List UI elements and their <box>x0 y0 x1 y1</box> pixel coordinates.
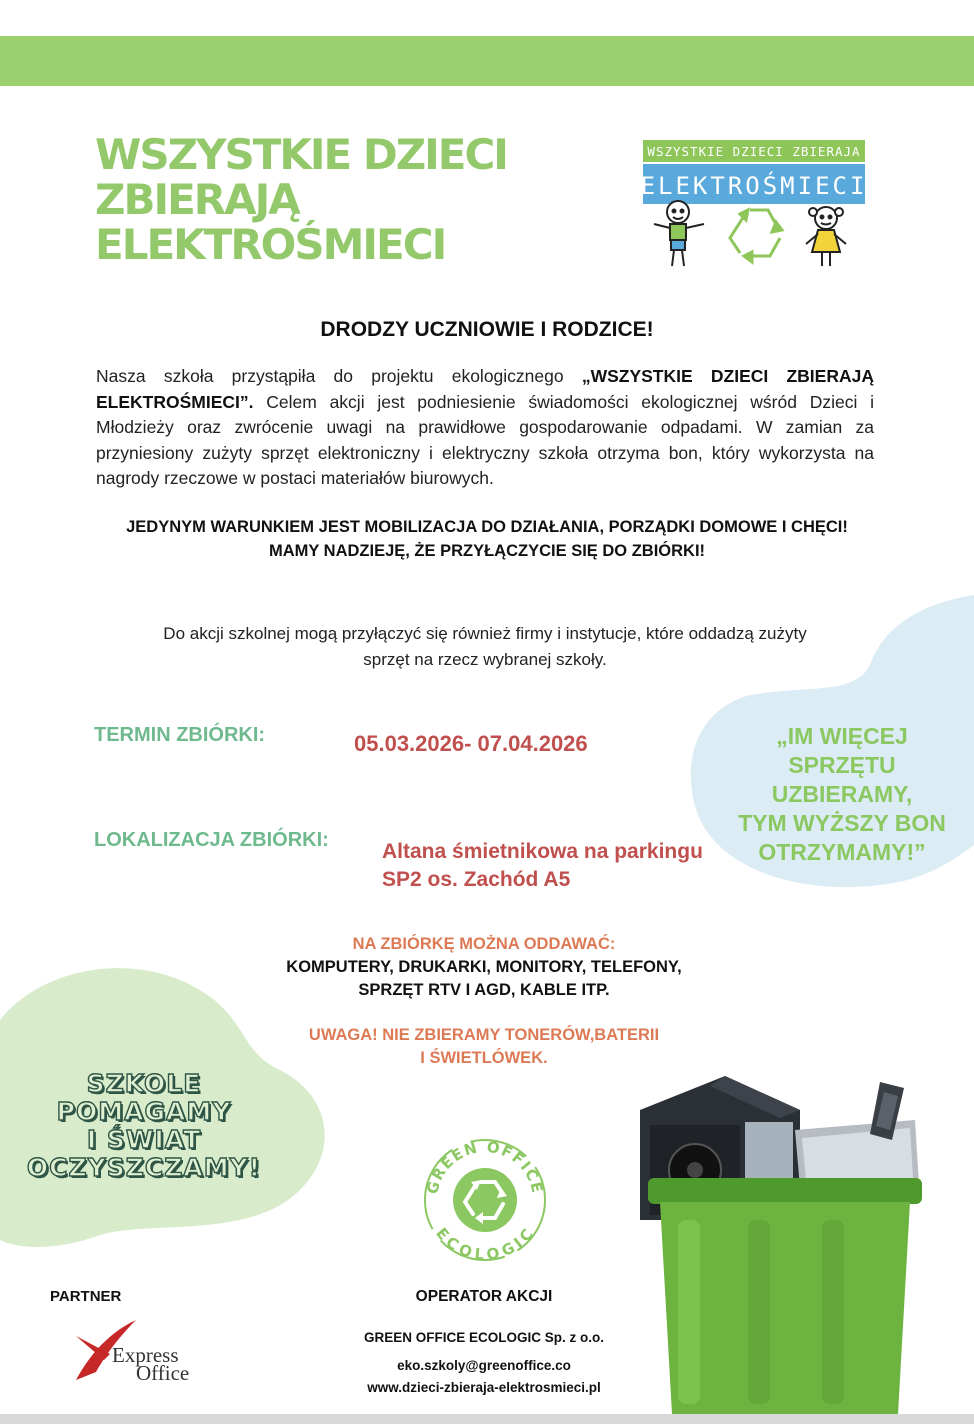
header-green-bar <box>0 36 974 86</box>
logo-main-text: ELEKTROŚMIECI <box>640 172 868 200</box>
partner-label: PARTNER <box>50 1288 122 1305</box>
slogan-line-2: POMAGAMY <box>56 1097 232 1126</box>
accepted-line-1: KOMPUTERY, DRUKARKI, MONITORY, TELEFONY, <box>286 958 682 976</box>
accepted-line-2: SPRZĘT RTV I AGD, KABLE ITP. <box>358 981 610 999</box>
intro-paragraph <box>96 364 874 492</box>
slogan <box>20 1070 268 1182</box>
girl-figure-icon <box>806 207 846 266</box>
logo-top-text: WSZYSTKIE DZIECI ZBIERAJA <box>647 144 861 159</box>
bottom-edge <box>0 1414 974 1424</box>
express-office-logo <box>70 1314 210 1388</box>
title-line-1: WSZYSTKIE DZIECI <box>95 130 507 179</box>
condition-line-1: JEDYNYM WARUNKIEM JEST MOBILIZACJA DO DZIAŁANIA, PORZĄDKI DOMOWE I CHĘCI! <box>126 518 848 536</box>
title-line-3: ELEKTROŚMIECI <box>95 220 446 269</box>
intro-text-rest: Celem akcji jest podniesienie świadomości ekologicznej wśród Dzieci i Młodzieży oraz zwrócenie uwagi na prawidłowe gospodarowanie odpadami. W zamian za przyniesiony zużyty sprzęt elektroniczny i elektryczny szkoła otrzyma bon, który wykorzysta na nagrody rzeczowe w postaci materiałów biurowych. <box>96 391 874 488</box>
location-line-2: SP2 os. Zachód A5 <box>382 868 571 891</box>
condition-notice <box>0 515 974 563</box>
title-line-2: ZBIERAJĄ <box>95 175 299 224</box>
campaign-logo <box>640 138 868 272</box>
location-label: LOKALIZACJA ZBIÓRKI: <box>94 829 329 851</box>
logo-arc-bottom: ECOLOGIC <box>432 1224 538 1264</box>
slogan-line-1: SZKOLE <box>86 1069 202 1098</box>
warning-line-1: UWAGA! NIE ZBIERAMY TONERÓW,BATERII <box>308 1026 660 1044</box>
operator-email: eko.szkoly@greenoffice.co <box>397 1358 571 1373</box>
intro-project-name: „WSZYSTKIE DZIECI ZBIERAJĄ ELEKTROŚMIECI”. <box>96 366 874 412</box>
operator-website: www.dzieci-zbieraja-elektrosmieci.pl <box>367 1380 601 1395</box>
warning-line-2: I ŚWIETLÓWEK. <box>420 1049 548 1067</box>
logo-arc-top: GREEN OFFICE <box>423 1137 547 1196</box>
slogan-line-3: I ŚWIAT <box>86 1125 202 1154</box>
companies-line-2: sprzęt na rzecz wybranej szkoły. <box>363 650 607 669</box>
quote-line-4: OTRZYMAMY!” <box>758 839 926 865</box>
greeting-heading: DRODZY UCZNIOWIE I RODZICE! <box>320 318 654 341</box>
recycle-icon <box>730 210 782 262</box>
accepted-heading: NA ZBIÓRKĘ MOŻNA ODDAWAĆ: <box>352 935 616 953</box>
location-line-1: Altana śmietnikowa na parkingu <box>382 840 703 863</box>
companies-line-1: Do akcji szkolnej mogą przyłączyć się również firmy i instytucje, które oddadzą zużyty <box>163 624 807 643</box>
condition-line-2: MAMY NADZIEJĘ, ŻE PRZYŁĄCZYCIE SIĘ DO ZBIÓRKI! <box>268 542 706 560</box>
quote-line-2: UZBIERAMY, <box>771 781 913 807</box>
term-value: 05.03.2026- 07.04.2026 <box>354 731 588 756</box>
office-word: Office <box>136 1361 190 1385</box>
term-label: TERMIN ZBIÓRKI: <box>94 724 266 746</box>
accepted-items <box>0 933 968 1002</box>
warning-notice <box>0 1024 968 1070</box>
boy-figure-icon <box>654 201 704 266</box>
green-bin-with-electronics-image <box>630 1070 930 1414</box>
quote-text <box>722 722 962 867</box>
main-title <box>95 132 615 267</box>
express-word: Express <box>112 1343 179 1367</box>
quote-line-3: TYM WYŻSZY BON <box>738 810 946 836</box>
intro-text-start: Nasza szkoła przystąpiła do projektu ekologicznego <box>96 366 582 386</box>
location-value <box>382 838 703 894</box>
top-margin <box>0 0 974 36</box>
quote-line-1: „IM WIĘCEJ SPRZĘTU <box>776 723 908 778</box>
green-office-ecologic-logo <box>415 1130 555 1270</box>
operator-label: OPERATOR AKCJI <box>415 1288 553 1305</box>
slogan-line-4: OCZYSZCZAMY! <box>26 1153 262 1182</box>
operator-company: GREEN OFFICE ECOLOGIC Sp. z o.o. <box>363 1330 604 1345</box>
companies-paragraph <box>100 621 870 673</box>
